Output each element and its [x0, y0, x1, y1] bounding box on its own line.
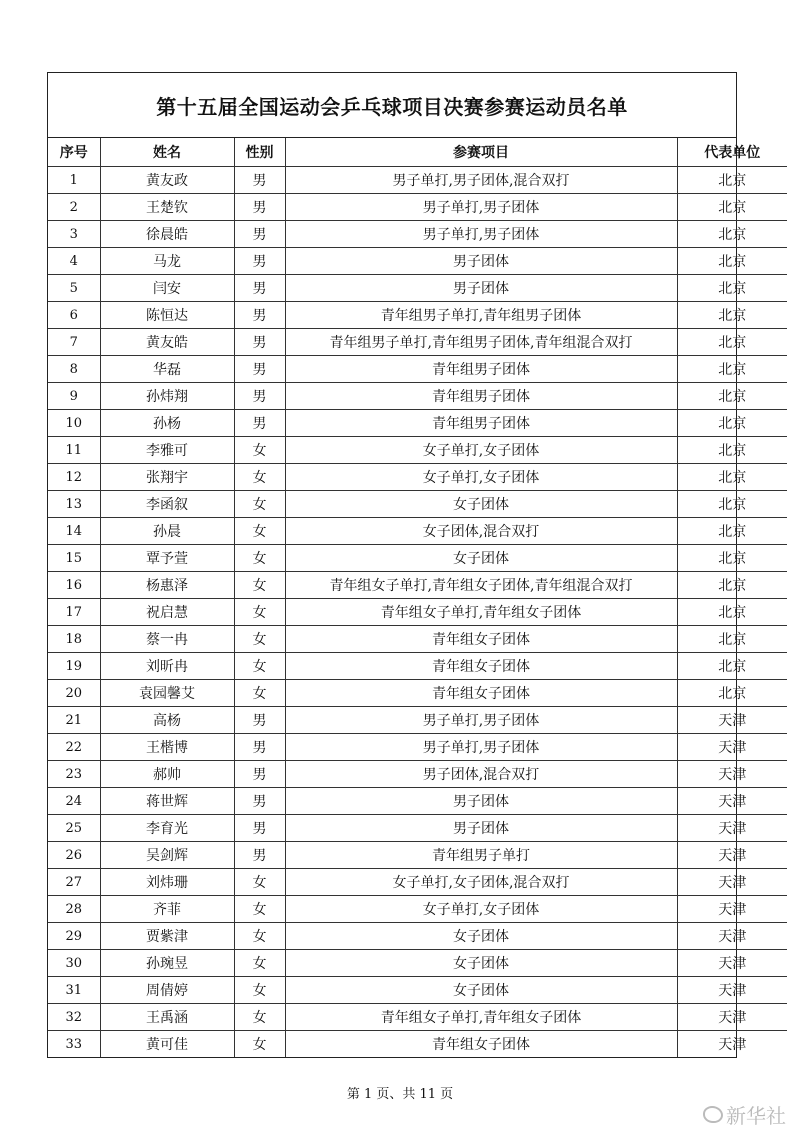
row-unit: 天津 [677, 869, 787, 896]
header-gender: 性别 [234, 138, 285, 167]
row-events: 男子单打,男子团体 [285, 221, 677, 248]
row-events: 青年组女子团体 [285, 1031, 677, 1058]
table-row [48, 383, 787, 410]
watermark [703, 1100, 786, 1129]
row-gender: 女 [234, 923, 285, 950]
row-unit: 北京 [677, 626, 787, 653]
row-gender: 男 [234, 248, 285, 275]
row-name: 孙琬昱 [100, 950, 234, 977]
row-unit: 北京 [677, 491, 787, 518]
row-events: 女子团体 [285, 977, 677, 1004]
row-name: 刘昕冉 [100, 653, 234, 680]
row-seq: 32 [48, 1004, 100, 1031]
row-events: 青年组男子团体 [285, 383, 677, 410]
row-gender: 女 [234, 626, 285, 653]
row-seq: 13 [48, 491, 100, 518]
table-row [48, 329, 787, 356]
table-row [48, 275, 787, 302]
table-row [48, 869, 787, 896]
row-seq: 10 [48, 410, 100, 437]
table-row [48, 761, 787, 788]
table-row [48, 950, 787, 977]
row-seq: 22 [48, 734, 100, 761]
row-seq: 30 [48, 950, 100, 977]
row-seq: 1 [48, 167, 100, 194]
row-gender: 男 [234, 383, 285, 410]
row-seq: 8 [48, 356, 100, 383]
table-row [48, 707, 787, 734]
table-row [48, 518, 787, 545]
row-seq: 23 [48, 761, 100, 788]
row-unit: 北京 [677, 464, 787, 491]
row-gender: 男 [234, 167, 285, 194]
row-events: 青年组女子团体 [285, 626, 677, 653]
table-row [48, 1004, 787, 1031]
row-unit: 北京 [677, 599, 787, 626]
row-gender: 女 [234, 572, 285, 599]
row-seq: 5 [48, 275, 100, 302]
row-seq: 27 [48, 869, 100, 896]
row-unit: 天津 [677, 1031, 787, 1058]
row-events: 女子团体,混合双打 [285, 518, 677, 545]
row-name: 袁园馨艾 [100, 680, 234, 707]
row-seq: 16 [48, 572, 100, 599]
row-seq: 33 [48, 1031, 100, 1058]
row-seq: 28 [48, 896, 100, 923]
row-unit: 天津 [677, 761, 787, 788]
table-row [48, 842, 787, 869]
row-events: 女子团体 [285, 545, 677, 572]
row-gender: 男 [234, 275, 285, 302]
table-row [48, 464, 787, 491]
row-events: 青年组男子单打,青年组男子团体,青年组混合双打 [285, 329, 677, 356]
table-row [48, 410, 787, 437]
row-gender: 男 [234, 194, 285, 221]
row-gender: 男 [234, 761, 285, 788]
row-seq: 24 [48, 788, 100, 815]
row-gender: 男 [234, 221, 285, 248]
row-name: 孙杨 [100, 410, 234, 437]
row-events: 女子单打,女子团体 [285, 437, 677, 464]
row-unit: 北京 [677, 329, 787, 356]
row-seq: 9 [48, 383, 100, 410]
row-name: 王禹涵 [100, 1004, 234, 1031]
row-gender: 男 [234, 707, 285, 734]
row-seq: 3 [48, 221, 100, 248]
row-gender: 女 [234, 653, 285, 680]
row-gender: 男 [234, 815, 285, 842]
header-seq: 序号 [48, 138, 100, 167]
row-unit: 天津 [677, 842, 787, 869]
table-row [48, 977, 787, 1004]
row-gender: 女 [234, 869, 285, 896]
row-name: 祝启慧 [100, 599, 234, 626]
row-unit: 北京 [677, 680, 787, 707]
row-gender: 女 [234, 464, 285, 491]
row-gender: 女 [234, 491, 285, 518]
row-unit: 北京 [677, 572, 787, 599]
row-unit: 天津 [677, 1004, 787, 1031]
row-unit: 北京 [677, 356, 787, 383]
table-row [48, 437, 787, 464]
row-name: 李育光 [100, 815, 234, 842]
table-row [48, 1031, 787, 1058]
table-row [48, 923, 787, 950]
row-gender: 女 [234, 1004, 285, 1031]
row-unit: 北京 [677, 167, 787, 194]
row-name: 郝帅 [100, 761, 234, 788]
row-name: 黄可佳 [100, 1031, 234, 1058]
row-name: 王楚钦 [100, 194, 234, 221]
row-events: 男子单打,男子团体 [285, 194, 677, 221]
row-name: 孙晨 [100, 518, 234, 545]
row-seq: 4 [48, 248, 100, 275]
row-unit: 北京 [677, 383, 787, 410]
row-unit: 北京 [677, 194, 787, 221]
row-events: 女子单打,女子团体,混合双打 [285, 869, 677, 896]
row-seq: 19 [48, 653, 100, 680]
row-name: 徐晨皓 [100, 221, 234, 248]
row-name: 华磊 [100, 356, 234, 383]
watermark-text: 新华社 [726, 1104, 786, 1128]
row-name: 李雅可 [100, 437, 234, 464]
row-seq: 20 [48, 680, 100, 707]
row-events: 男子单打,男子团体 [285, 734, 677, 761]
row-seq: 17 [48, 599, 100, 626]
row-unit: 天津 [677, 734, 787, 761]
row-name: 闫安 [100, 275, 234, 302]
table-row [48, 653, 787, 680]
row-gender: 女 [234, 545, 285, 572]
row-name: 黄友皓 [100, 329, 234, 356]
row-gender: 女 [234, 437, 285, 464]
row-seq: 7 [48, 329, 100, 356]
row-gender: 女 [234, 599, 285, 626]
table-row [48, 302, 787, 329]
row-events: 女子单打,女子团体 [285, 464, 677, 491]
row-events: 男子团体 [285, 788, 677, 815]
row-seq: 15 [48, 545, 100, 572]
table-row [48, 572, 787, 599]
row-events: 青年组女子单打,青年组女子团体 [285, 599, 677, 626]
row-unit: 天津 [677, 950, 787, 977]
row-gender: 女 [234, 1031, 285, 1058]
row-unit: 北京 [677, 518, 787, 545]
row-gender: 男 [234, 788, 285, 815]
row-events: 青年组男子团体 [285, 410, 677, 437]
row-unit: 北京 [677, 410, 787, 437]
row-events: 男子团体,混合双打 [285, 761, 677, 788]
table-row [48, 194, 787, 221]
row-events: 青年组女子单打,青年组女子团体,青年组混合双打 [285, 572, 677, 599]
row-unit: 北京 [677, 248, 787, 275]
table-row [48, 815, 787, 842]
row-seq: 18 [48, 626, 100, 653]
row-gender: 女 [234, 950, 285, 977]
header-name: 姓名 [100, 138, 234, 167]
row-name: 张翔宇 [100, 464, 234, 491]
row-unit: 北京 [677, 437, 787, 464]
row-gender: 男 [234, 329, 285, 356]
row-name: 蔡一冉 [100, 626, 234, 653]
row-events: 青年组男子单打,青年组男子团体 [285, 302, 677, 329]
row-events: 女子团体 [285, 491, 677, 518]
table-row [48, 626, 787, 653]
row-name: 王楷博 [100, 734, 234, 761]
table-row [48, 167, 787, 194]
row-name: 吴剑辉 [100, 842, 234, 869]
row-events: 青年组女子单打,青年组女子团体 [285, 1004, 677, 1031]
page-number: 第 1 页、共 11 页 [346, 1087, 454, 1102]
row-name: 周倩婷 [100, 977, 234, 1004]
row-events: 青年组男子团体 [285, 356, 677, 383]
row-gender: 女 [234, 518, 285, 545]
roster-sheet [47, 72, 761, 1058]
table-row [48, 248, 787, 275]
row-seq: 25 [48, 815, 100, 842]
row-events: 女子单打,女子团体 [285, 896, 677, 923]
roster-body [48, 167, 787, 1058]
row-unit: 天津 [677, 815, 787, 842]
row-gender: 男 [234, 842, 285, 869]
row-name: 覃予萱 [100, 545, 234, 572]
table-row [48, 680, 787, 707]
row-unit: 北京 [677, 221, 787, 248]
row-gender: 女 [234, 977, 285, 1004]
row-gender: 男 [234, 302, 285, 329]
table-row [48, 545, 787, 572]
table-row [48, 491, 787, 518]
row-seq: 12 [48, 464, 100, 491]
row-events: 青年组男子单打 [285, 842, 677, 869]
row-name: 陈恒达 [100, 302, 234, 329]
row-events: 男子团体 [285, 275, 677, 302]
row-events: 男子团体 [285, 248, 677, 275]
row-events: 女子团体 [285, 923, 677, 950]
row-seq: 31 [48, 977, 100, 1004]
row-unit: 北京 [677, 653, 787, 680]
row-seq: 14 [48, 518, 100, 545]
row-unit: 天津 [677, 788, 787, 815]
row-name: 孙炜翔 [100, 383, 234, 410]
row-name: 蒋世辉 [100, 788, 234, 815]
table-row [48, 896, 787, 923]
row-name: 李函叙 [100, 491, 234, 518]
roster-table [48, 138, 787, 1057]
row-unit: 北京 [677, 302, 787, 329]
table-row [48, 788, 787, 815]
row-unit: 天津 [677, 707, 787, 734]
row-name: 马龙 [100, 248, 234, 275]
row-events: 男子单打,男子团体 [285, 707, 677, 734]
row-seq: 11 [48, 437, 100, 464]
row-name: 刘炜珊 [100, 869, 234, 896]
weibo-icon [703, 1106, 723, 1123]
header-unit: 代表单位 [677, 138, 787, 167]
row-unit: 天津 [677, 923, 787, 950]
row-gender: 女 [234, 680, 285, 707]
row-seq: 2 [48, 194, 100, 221]
row-events: 女子团体 [285, 950, 677, 977]
row-name: 贾紫津 [100, 923, 234, 950]
row-name: 高杨 [100, 707, 234, 734]
row-events: 男子单打,男子团体,混合双打 [285, 167, 677, 194]
row-name: 黄友政 [100, 167, 234, 194]
table-row [48, 221, 787, 248]
row-seq: 21 [48, 707, 100, 734]
row-name: 齐菲 [100, 896, 234, 923]
row-unit: 天津 [677, 896, 787, 923]
document-title: 第十五届全国运动会乒乓球项目决赛参赛运动员名单 [48, 73, 736, 138]
row-seq: 29 [48, 923, 100, 950]
row-seq: 6 [48, 302, 100, 329]
row-events: 青年组女子团体 [285, 680, 677, 707]
row-gender: 女 [234, 896, 285, 923]
row-seq: 26 [48, 842, 100, 869]
table-header-row [48, 138, 787, 167]
table-row [48, 599, 787, 626]
row-events: 男子团体 [285, 815, 677, 842]
row-unit: 天津 [677, 977, 787, 1004]
row-events: 青年组女子团体 [285, 653, 677, 680]
row-gender: 男 [234, 356, 285, 383]
row-gender: 男 [234, 410, 285, 437]
header-events: 参赛项目 [285, 138, 677, 167]
table-row [48, 734, 787, 761]
row-name: 杨惠泽 [100, 572, 234, 599]
row-gender: 男 [234, 734, 285, 761]
table-row [48, 356, 787, 383]
row-unit: 北京 [677, 275, 787, 302]
row-unit: 北京 [677, 545, 787, 572]
